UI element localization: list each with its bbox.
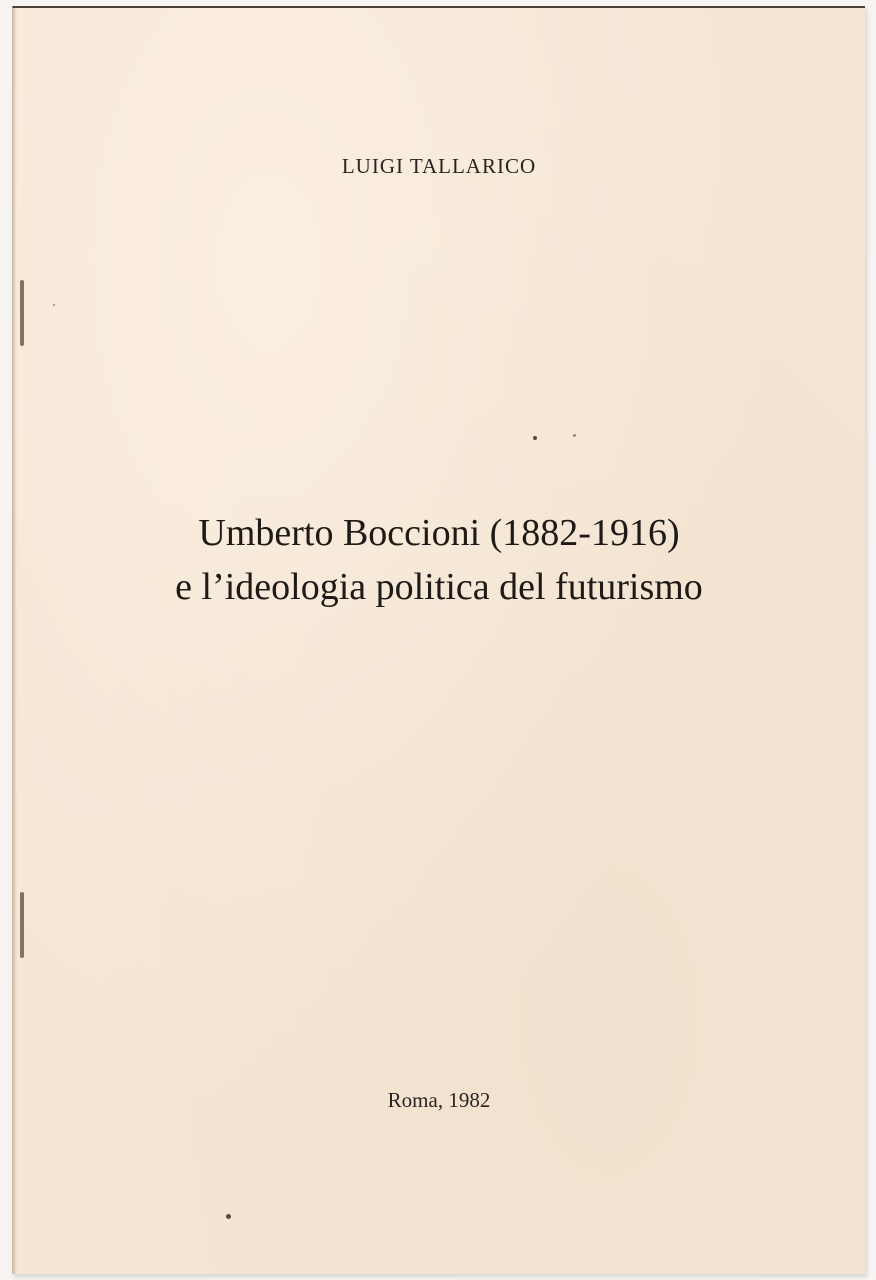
title-line-1: Umberto Boccioni (1882-1916) [198,512,680,554]
title-line-2: e l’ideologia politica del futurismo [175,566,703,608]
book-title [13,506,865,614]
author-name: LUIGI TALLARICO [341,154,537,178]
paper-speck [573,434,576,437]
paper-speck [226,1214,231,1219]
staple-bottom [20,892,24,958]
booklet-cover [12,6,865,1274]
paper-speck [533,436,537,440]
staple-top [20,280,24,346]
paper-speck [53,304,55,306]
publication-place-year: Roma, 1982 [387,1088,491,1112]
